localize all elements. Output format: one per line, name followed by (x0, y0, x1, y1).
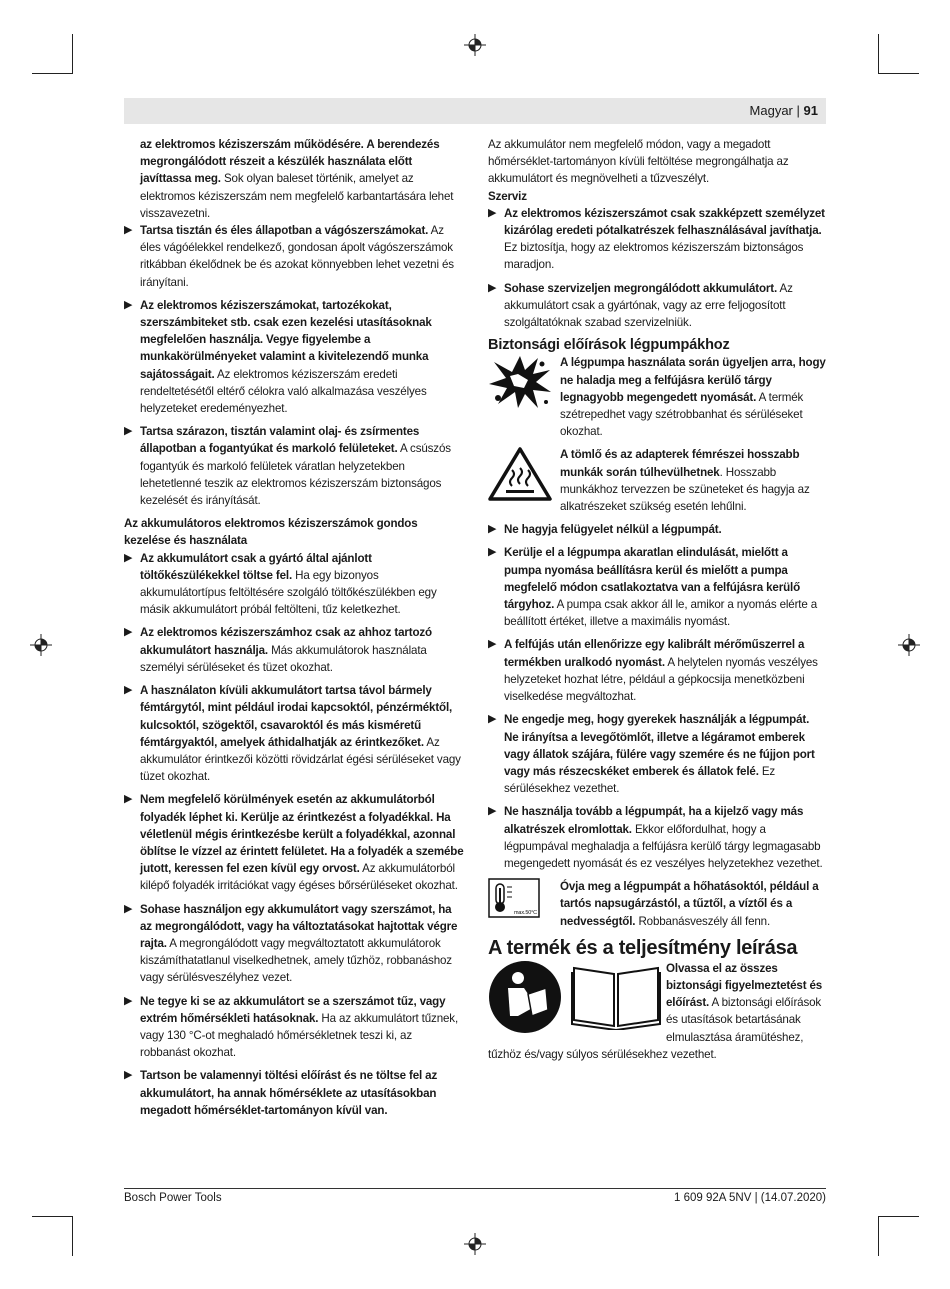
list-item: ▶ Az elektromos kéziszerszámhoz csak az ahhoz tartozó akkumulátort használja. Más akkumulátorok használata személyi sérüléseket és tüzet okozhat. (124, 626, 432, 674)
list-item: ▶ Sohase szervizeljen megrongálódott akkumulátort. Az akkumulátort csak a gyártónak, vagy az erre feljogosított szolgáltatóknak szabad szervizelniük. (488, 281, 793, 330)
registration-mark-icon (898, 634, 920, 656)
service-heading: Szerviz (488, 189, 527, 203)
header-text (750, 103, 818, 118)
continuation-paragraph: Az akkumulátor nem megfelelő módon, vagy a megadott hőmérséklet-tartományon kívüli feltöltése megrongálhatja az akkumulátort és megnövelheti a tűzveszélyt. (488, 138, 789, 186)
header-separator: | (796, 103, 800, 118)
heat-protection-warning: max.50°C Óvja meg a légpumpát a hőhatásoktól, például a tartós napsugárzástól, a tűztől, a víztől és a nedvességtől. Robbanásveszély áll fenn. (488, 878, 826, 930)
pump-safety-heading: Biztonsági előírások légpumpákhoz (488, 337, 730, 354)
list-item: ▶ A felfújás után ellenőrizze egy kalibrált mérőműszerrel a termékben uralkodó nyomást. A helytelen nyomás veszélyes helyzeteket hozhat létre, például a gépkocsija menetközbeni viselkedése megváltozhat. (488, 638, 818, 704)
max-temperature-label: max.50°C (514, 910, 538, 917)
hot-surface-warning: A tömlő és az adapterek fémrészei hosszabb munkák során túlhevülhetnek. Hosszabb munkákhoz tervezzen be szüneteket és hagyja az alkatrészeket szükség esetén lehűlni. (488, 446, 826, 515)
right-column (488, 136, 826, 1063)
page-header (124, 98, 826, 124)
crop-mark (32, 1216, 72, 1217)
crop-mark (879, 73, 919, 74)
footer-doc-code: 1 609 92A 5NV | (14.07.2020) (674, 1192, 826, 1204)
bullet-arrow-icon: ▶ (124, 425, 133, 438)
bullet-arrow-icon: ▶ (124, 994, 133, 1007)
explosion-warning: A légpumpa használata során ügyeljen arra, hogy ne haladja meg a felfújásra kerülő tárgy legnagyobb megengedett nyomását. A termék szétrepedhet vagy szétrobbanhat és sérüléseket okozhat. (488, 354, 826, 440)
list-item: ▶ Nem megfelelő körülmények esetén az akkumulátorból folyadék léphet ki. Kerülje az érintkezést a folyadékkal. Ha véletlenül mégis érintkezésbe került a folyadékkal, azonnal öblítse le vízzel az érintett felületet. Ha a folyadék a szemébe jutott, keressen fel ezen kívül egy orvost. Az akkumulátorból kilépő folyadék irritációkat vagy égéses bőrsérüléseket okozhat. (124, 793, 464, 893)
list-item: ▶ Kerülje el a légpumpa akaratlan elindulását, mielőtt a pumpa nyomása beállításra kerül és mielőtt a pumpa megfelelő módon csatlakoztatva van a felfújásra kerülő tárgyhoz. A pumpa csak akkor áll le, amikor a nyomás elérte a beállított értéket, illetve a maximális nyomást. (488, 546, 818, 629)
list-item: ▶ Sohase használjon egy akkumulátort vagy szerszámot, ha az megrongálódott, vagy ha változtatásokat hajtottak végre rajta. A megrongálódott vagy megváltoztatott akkumulátorok kiszámíthatatlanul viselkedhetnek, amely tűzhöz, robbanáshoz vagy sérülésveszélyhez vezet. (124, 902, 458, 985)
list-item: ▶ Tartsa szárazon, tisztán valamint olaj- és zsírmentes állapotban a fogantyúkat és markoló felületeket. A csúszós fogantyúk és markoló felületek váratlan helyzetekben lehetetlenné teszik az elektromos kéziszerszám biztonságos kezelését és irányítását. (124, 425, 451, 508)
crop-mark (878, 1216, 879, 1256)
bullet-arrow-icon: ▶ (124, 684, 133, 697)
bullet-arrow-icon: ▶ (488, 713, 497, 726)
registration-mark-icon (30, 634, 52, 656)
read-manual-notice: Olvassa el az összes biztonsági figyelmeztetést és előírást. A biztonsági előírások és utasítások betartásának elmulasztása áramütéshez, tűzhöz és/vagy súlyos sérülésekhez vezethet. (488, 961, 823, 1061)
list-item: ▶ Ne használja tovább a légpumpát, ha a kijelző vagy más alkatrészek elromlottak. Ekkor előfordulhat, hogy a légpumpával meghaladja a felfújásra kerülő tárgy legmagasabb megengedett nyomását és ez veszélyes helyzetekhez vezethet. (488, 805, 823, 870)
crop-mark (879, 1216, 919, 1217)
header-language: Magyar (749, 103, 793, 118)
list-item: ▶ Ne hagyja felügyelet nélkül a légpumpát. (488, 521, 826, 538)
bullet-arrow-icon: ▶ (488, 206, 497, 219)
crop-mark (878, 34, 879, 74)
read-manual-person-icon (488, 960, 562, 1034)
page-number: 91 (803, 103, 818, 118)
bullet-arrow-icon: ▶ (124, 902, 133, 915)
bullet-arrow-icon: ▶ (124, 551, 133, 564)
list-item: ▶ Az elektromos kéziszerszámot csak szakképzett személyzet kizárólag eredeti pótalkatrészek felhasználásával javíthatja. Ez biztosítja, hogy az elektromos kéziszerszám biztonságos maradjon. (488, 206, 825, 272)
crop-mark (32, 73, 72, 74)
list-item: ▶ Az akkumulátort csak a gyártó által ajánlott töltőkészülékekkel töltse fel. Ha egy bizonyos akkumulátortípus feltöltésére szolgáló töltőkészülékben egy másik akkumulátort próbál feltölteni, tűz keletkezhet. (124, 551, 437, 617)
bullet-arrow-icon: ▶ (124, 224, 133, 237)
bullet-arrow-icon: ▶ (488, 638, 497, 651)
bullet-arrow-icon: ▶ (488, 523, 497, 536)
list-item: ▶ A használaton kívüli akkumulátort tartsa távol bármely fémtárgytól, mint például irodai kapcsoktól, pénzérméktől, kulcsoktól, szögektől, csavaroktól és más kisméretű fémtárgyaktól, amelyek áthidalhatják az érintkezőket. Az akkumulátor érintkezői közötti rövidzárlat égési sérüléseket vagy tüzet okozhat. (124, 684, 461, 784)
open-book-icon (570, 960, 662, 1030)
hot-surface-warning-icon (488, 446, 552, 502)
list-item: ▶ Ne engedje meg, hogy gyerekek használják a légpumpát. Ne irányítsa a levegőtömlőt, illetve a légáramot emberek vagy állatok szájára, fülére vagy szemére és ne fújjon port vagy más részecskéket emberek és állatok felé. Ez sérülésekhez vezethet. (488, 713, 815, 796)
crop-mark (72, 1216, 73, 1256)
bullet-arrow-icon: ▶ (488, 805, 497, 818)
left-column (124, 136, 464, 1125)
registration-mark-icon (464, 1233, 486, 1255)
max-temperature-icon (488, 878, 540, 918)
footer-brand: Bosch Power Tools (124, 1192, 222, 1204)
bullet-arrow-icon: ▶ (124, 793, 133, 806)
crop-mark (72, 34, 73, 74)
bullet-arrow-icon: ▶ (488, 281, 497, 294)
registration-mark-icon (464, 34, 486, 56)
bullet-arrow-icon: ▶ (124, 1069, 133, 1082)
bullet-arrow-icon: ▶ (488, 546, 497, 559)
list-item: ▶ Az elektromos kéziszerszámokat, tartozékokat, szerszámbiteket stb. csak ezen kezelési utasításoknak megfelelően használja. Vegye figyelembe a munkakörülményeket valamint a kivitelezendő munka sajátosságait. Az elektromos kéziszerszám eredeti rendeltetésétől eltérő célokra való alkalmazása veszélyes helyzeteket eredeményezhet. (124, 298, 432, 416)
list-item: ▶ Tartson be valamennyi töltési előírást és ne töltse fel az akkumulátort, ha annak hőmérséklete az utasításokban megadott hőmérséklet-tartományon kívül van. (124, 1069, 438, 1117)
product-description-heading: A termék és a teljesítmény leírása (488, 936, 798, 959)
bullet-arrow-icon: ▶ (124, 626, 133, 639)
battery-section-heading: Az akkumulátoros elektromos kéziszerszámok gondos kezelése és használata (124, 517, 418, 548)
list-item: ▶ Tartsa tisztán és éles állapotban a vágószerszámokat. Az éles vágóélekkel rendelkező, gondosan ápolt vágószerszámok ritkábban ékelődnek be és azokat könnyebben lehet vezetni és irányítani. (124, 224, 454, 289)
intro-paragraph: az elektromos kéziszerszám működésére. A berendezés megrongálódott részeit a készülék használata előtt javíttassa meg. Sok olyan baleset történik, amelyet az elektromos kéziszerszám nem megfelelő karbantartására lehet visszavezetni. (140, 138, 454, 220)
explosion-warning-icon (488, 354, 552, 410)
bullet-arrow-icon: ▶ (124, 298, 133, 311)
footer-divider (124, 1188, 826, 1189)
list-item: ▶ Ne tegye ki se az akkumulátort se a szerszámot tűz, vagy extrém hőmérsékleti hatásoknak. Ha az akkumulátort tűznek, vagy 130 °C-ot meghaladó hőmérsékletnek teszi ki, az robbanást okozhat. (124, 994, 459, 1060)
